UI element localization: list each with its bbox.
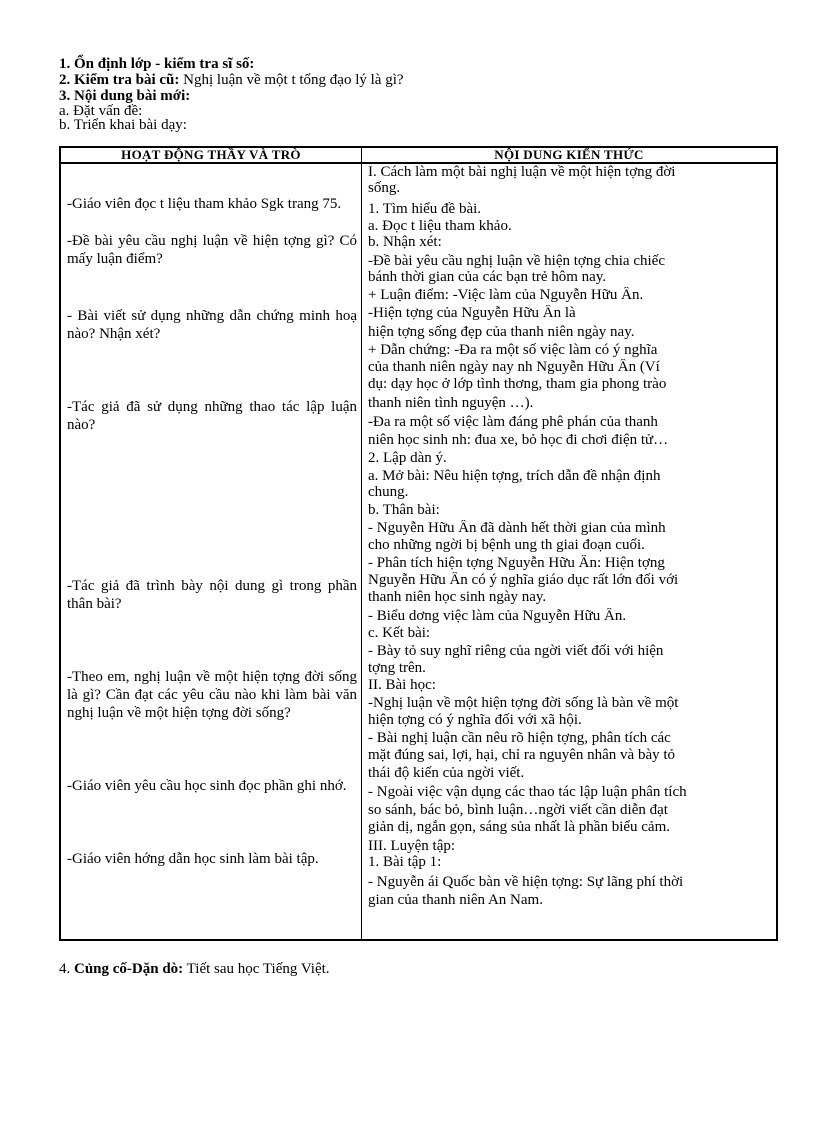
content-line: hiện tợng sống đẹp của thanh niên ngày nay.	[368, 324, 635, 340]
content-line: gian của thanh niên An Nam.	[368, 892, 543, 908]
activity-item: -Đề bài yêu cầu nghị luận về hiện tợng gì? Có mấy luận điểm?	[67, 233, 357, 267]
content-line: 1. Bài tập 1:	[368, 854, 442, 870]
lesson-table	[59, 146, 778, 941]
content-line: chung.	[368, 484, 409, 500]
lesson-header	[59, 56, 777, 132]
content-line: -Hiện tợng của Nguyễn Hữu Ân là	[368, 305, 576, 321]
activity-item: -Theo em, nghị luận về một hiện tợng đời sống là gì? Cần đạt các yêu cầu nào khi làm bài văn nghị luận về một hiện tợng đời sống?	[67, 669, 357, 721]
content-line: -Đa ra một số việc làm đáng phê phán của thanh	[368, 414, 658, 430]
table-header-row	[60, 147, 777, 163]
activity-item: - Bài viết sử dụng những dẫn chứng minh hoạ nào? Nhận xét?	[67, 308, 357, 342]
activity-item: -Tác giả đã sử dụng những thao tác lập luận nào?	[67, 399, 357, 433]
content-line: bánh thời gian của các bạn trẻ hôm nay.	[368, 269, 607, 285]
content-line: của thanh niên ngày nay nh Nguyễn Hữu Ân (Ví	[368, 359, 660, 375]
content-line: - Nguyễn ái Quốc bàn về hiện tợng: Sự lãng phí thời	[368, 874, 684, 890]
table-body-row	[60, 163, 777, 940]
content-line: c. Kết bài:	[368, 625, 431, 641]
content-line: cho những ngời bị bệnh ung th giai đoạn cuối.	[368, 537, 645, 553]
content-line: a. Mở bài: Nêu hiện tợng, trích dẫn đề nhận định	[368, 468, 661, 484]
content-line: mặt đúng sai, lợi, hại, chỉ ra nguyên nhân và bày tỏ	[368, 747, 676, 763]
content-line: tợng trên.	[368, 660, 426, 676]
content-line: sống.	[368, 180, 401, 196]
content-line: - Phân tích hiện tợng Nguyễn Hữu Ân: Hiện tợng	[368, 555, 665, 571]
content-line: thanh niên học sinh ngày nay.	[368, 589, 547, 605]
content-line: thanh niên tình nguyện …).	[368, 395, 534, 411]
content-line: III. Luyện tập:	[368, 838, 456, 854]
content-line: I. Cách làm một bài nghị luận về một hiện tợng đời	[368, 164, 676, 180]
activities-cell	[60, 163, 362, 940]
content-line: dụ: dạy học ở lớp tình thơng, tham gia phong trào	[368, 376, 667, 392]
content-line: -Nghị luận về một hiện tợng đời sống là bàn về một	[368, 695, 679, 711]
content-line: b. Nhận xét:	[368, 234, 442, 250]
content-line: - Bài nghị luận cần nêu rõ hiện tợng, phân tích các	[368, 730, 671, 746]
content-line: b. Thân bài:	[368, 502, 440, 518]
content-line: niên học sinh nh: đua xe, bỏ học đi chơi điện tử…	[368, 432, 669, 448]
content-line: a. Đọc t liệu tham khảo.	[368, 218, 512, 234]
heading-item-2: 2. Kiểm tra bài cũ: Nghị luận về một t tổng đạo lý là gì?	[59, 72, 404, 88]
content-line: + Dẫn chứng: -Đa ra một số việc làm có ý nghĩa	[368, 342, 658, 358]
content-line: - Nguyễn Hữu Ân đã dành hết thời gian của mình	[368, 520, 666, 536]
activity-item: -Giáo viên yêu cầu học sinh đọc phần ghi nhớ.	[67, 778, 347, 794]
activity-item: -Giáo viên hớng dẫn học sinh làm bài tập.	[67, 851, 319, 867]
activity-item: -Giáo viên đọc t liệu tham khảo Sgk trang 75.	[67, 196, 342, 212]
content-line: - Bày tỏ suy nghĩ riêng của ngời viết đối với hiện	[368, 643, 664, 659]
sub-item-a: a. Đặt vấn đề:	[59, 103, 143, 119]
heading-item-1: 1. Ổn định lớp - kiểm tra sĩ số:	[59, 56, 255, 72]
activity-item: -Tác giả đã trình bày nội dung gì trong phần thân bài?	[67, 578, 357, 612]
content-line: - Biểu dơng việc làm của Nguyễn Hữu Ân.	[368, 608, 627, 624]
content-line: giản dị, ngắn gọn, sáng sủa nhất là phần biểu cảm.	[368, 819, 671, 835]
content-line: so sánh, bác bỏ, bình luận…ngời viết cần diễn đạt	[368, 802, 668, 818]
content-line: hiện tợng có ý nghĩa đối với xã hội.	[368, 712, 582, 728]
content-line: -Đề bài yêu cầu nghị luận về hiện tợng chia chiếc	[368, 253, 665, 269]
content-line: 1. Tìm hiểu đề bài.	[368, 201, 482, 217]
content-line: Nguyễn Hữu Ân có ý nghĩa giáo dục rất lớn đối với	[368, 572, 679, 588]
content-line: 2. Lập dàn ý.	[368, 450, 447, 466]
column-header-content: NỘI DUNG KIẾN THỨC	[362, 147, 778, 163]
footer-note: 4. Củng cố-Dặn dò: Tiết sau học Tiếng Việt.	[59, 961, 330, 977]
content-line: II. Bài học:	[368, 677, 436, 693]
content-line: + Luận điểm: -Việc làm của Nguyễn Hữu Ân.	[368, 287, 644, 303]
content-line: - Ngoài việc vận dụng các thao tác lập luận phân tích	[368, 784, 687, 800]
column-header-activities: HOẠT ĐỘNG THẦY VÀ TRÒ	[60, 147, 362, 163]
content-line: thái độ kiến của ngời viết.	[368, 765, 525, 781]
heading-item-3: 3. Nội dung bài mới:	[59, 88, 191, 104]
content-cell	[362, 163, 778, 940]
sub-item-b: b. Triển khai bài dạy:	[59, 117, 187, 133]
